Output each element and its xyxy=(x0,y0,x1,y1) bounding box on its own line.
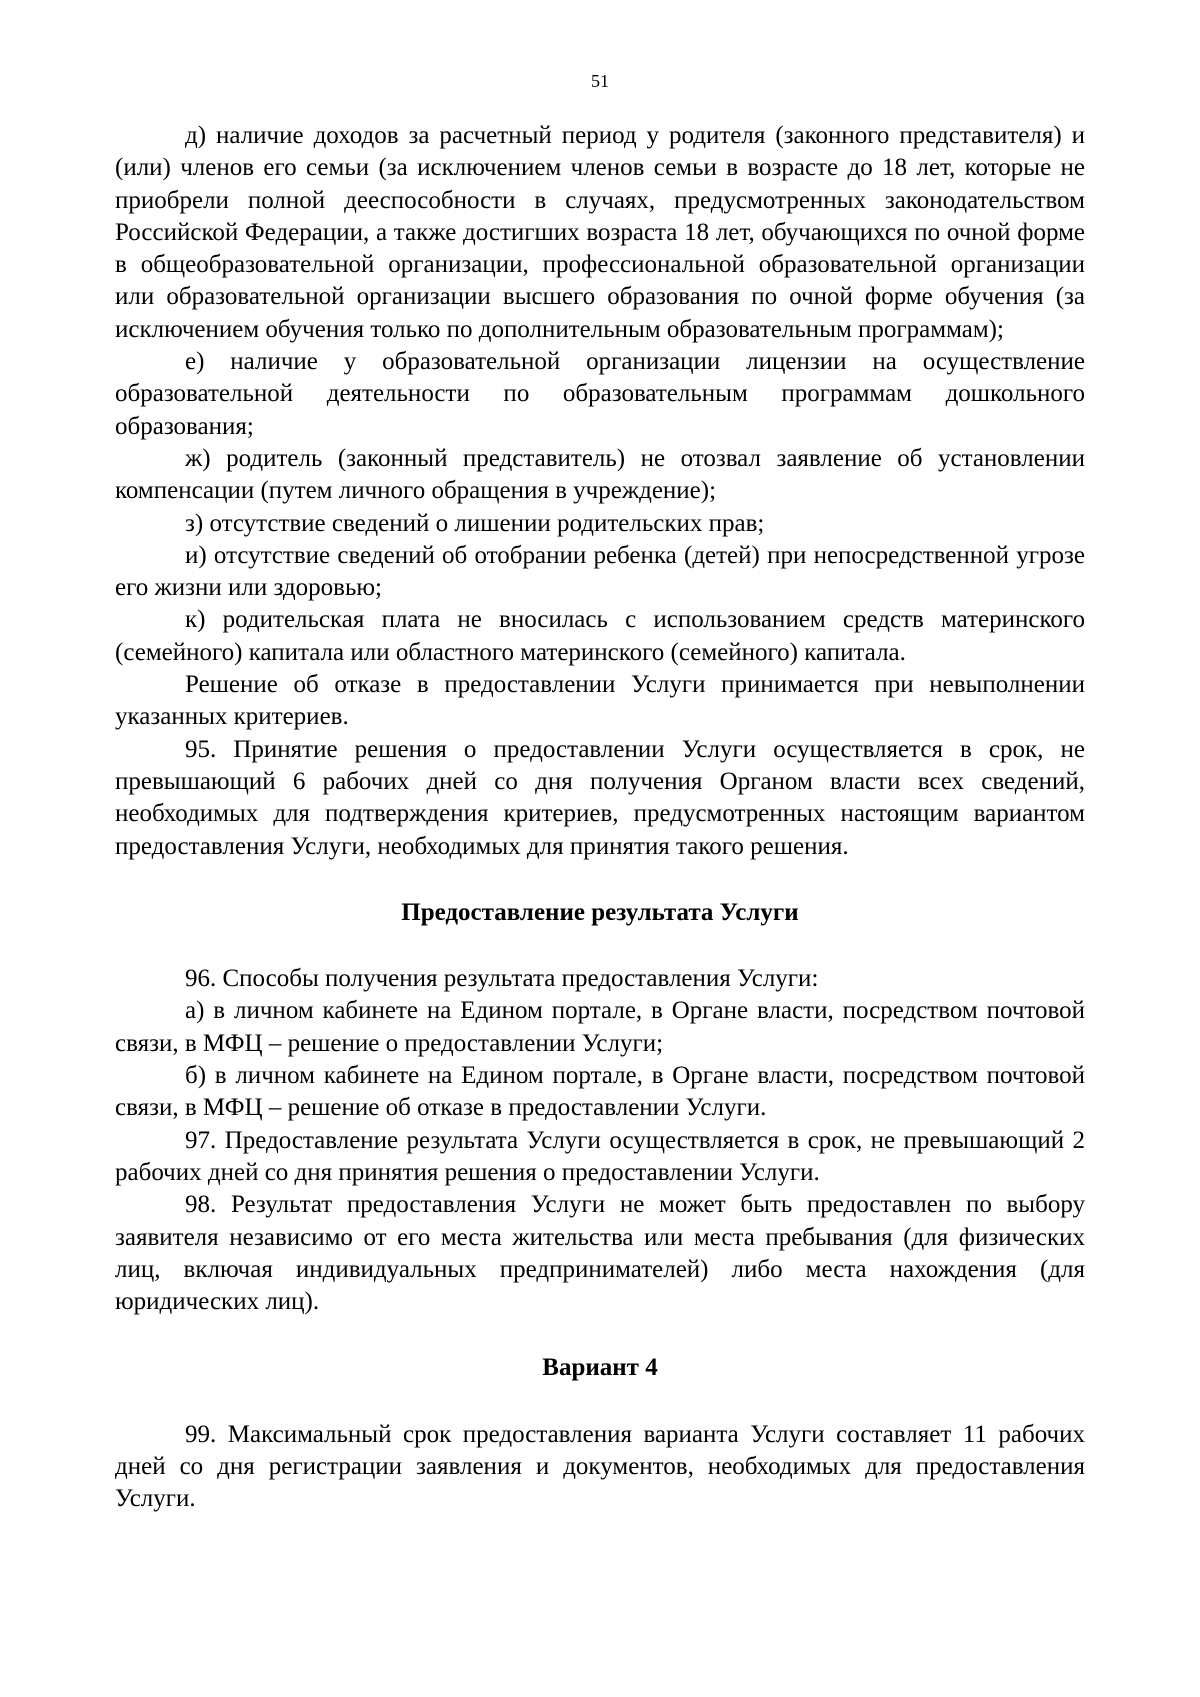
document-body xyxy=(115,120,1085,1516)
paragraph-z: з) отсутствие сведений о лишении родительских прав; xyxy=(185,509,765,537)
paragraph-95: 95. Принятие решения о предоставлении Услуги осуществляется в срок, не превышающий 6 рабочих дней со дня получения Органом власти всех сведений, необходимых для подтверждения критериев, предусмотренных настоящим вариантом предоставления Услуги, необходимых для принятия такого решения. xyxy=(115,735,1085,860)
paragraph-99: 99. Максимальный срок предоставления варианта Услуги составляет 11 рабочих дней со дня регистрации заявления и документов, необходимых для предоставления Услуги. xyxy=(115,1420,1085,1513)
paragraph-96b: б) в личном кабинете на Едином портале, в Органе власти, посредством почтовой связи, в МФЦ – решение об отказе в предоставлении Услуги. xyxy=(115,1062,1085,1122)
section-heading-variant: Вариант 4 xyxy=(542,1354,658,1382)
paragraph-k: к) родительская плата не вносилась с использованием средств материнского (семейного) капитала или областного материнского (семейного) капитала. xyxy=(115,606,1085,666)
paragraph-98: 98. Результат предоставления Услуги не может быть предоставлен по выбору заявителя независимо от его места жительства или места пребывания (для физических лиц, включая индивидуальных предпринимателей) либо места нахождения (для юридических лиц). xyxy=(115,1191,1085,1316)
paragraph-96a: а) в личном кабинете на Едином портале, в Органе власти, посредством почтовой связи, в МФЦ – решение о предоставлении Услуги; xyxy=(115,997,1085,1057)
paragraph-i: и) отсутствие сведений об отобрании ребенка (детей) при непосредственной угрозе его жизни или здоровью; xyxy=(115,541,1085,602)
paragraph-96: 96. Способы получения результата предоставления Услуги: xyxy=(185,965,819,993)
paragraph-zh: ж) родитель (законный представитель) не отозвал заявление об установлении компенсации (путем личного обращения в учреждение); xyxy=(115,444,1085,505)
paragraph-d: д) наличие доходов за расчетный период у родителя (законного представителя) и (или) членов его семьи (за исключением членов семьи в возрасте до 18 лет, которые не приобрели полной дееспособности в случаях, предусмотренных законодательством Российской Федерации, а также достигших возраста 18 лет, обучающихся по очной форме в общеобразовательной организации, профессиональной образовательной организации или образовательной организации высшего образования по очной форме обучения (за исключением обучения только по дополнительным образовательным программам); xyxy=(115,122,1085,343)
section-heading-result: Предоставление результата Услуги xyxy=(401,898,799,926)
paragraph-e: е) наличие у образовательной организации лицензии на осуществление образовательной деятельности по образовательным программам дошкольного образования; xyxy=(115,348,1085,440)
paragraph-refusal: Решение об отказе в предоставлении Услуги принимается при невыполнении указанных критериев. xyxy=(115,671,1085,731)
page-number: 51 xyxy=(591,71,609,91)
paragraph-97: 97. Предоставление результата Услуги осуществляется в срок, не превышающий 2 рабочих дней со дня принятия решения о предоставлении Услуги. xyxy=(115,1126,1085,1186)
